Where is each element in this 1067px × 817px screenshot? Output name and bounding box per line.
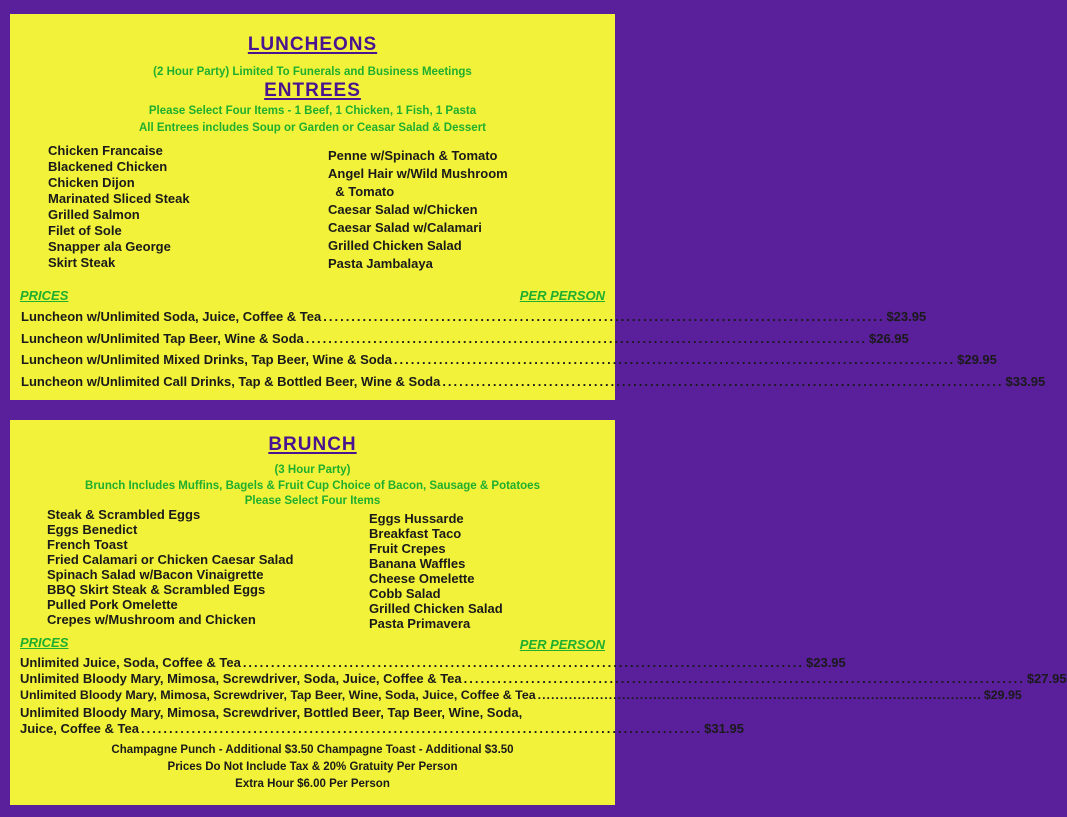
price-row (20, 721, 744, 736)
leader-dots: .................................................................................................... (442, 374, 1004, 389)
price-description: Luncheon w/Unlimited Soda, Juice, Coffee & Tea (21, 309, 322, 324)
price-description: Unlimited Bloody Mary, Mimosa, Screwdriver, Tap Beer, Wine, Soda, Juice, Coffee & Tea (20, 688, 536, 702)
brunch-item: Cheese Omelette (369, 571, 475, 586)
brunch-panel (10, 420, 1067, 805)
brunch-item: French Toast (47, 537, 128, 552)
leader-dots: .................................................................................................... (463, 671, 1025, 686)
price-amount: $33.95 (1005, 374, 1046, 389)
price-row (20, 671, 1067, 686)
price-amount: $29.95 (957, 352, 997, 367)
brunch-prices-label: PRICES (20, 635, 69, 650)
luncheons-title: LUNCHEONS (247, 34, 378, 55)
entree-item: Marinated Sliced Steak (48, 191, 190, 206)
brunch-item: Grilled Chicken Salad (369, 601, 503, 616)
price-amount: $27.95 (1026, 671, 1067, 686)
brunch-item: Fried Calamari or Chicken Caesar Salad (47, 552, 294, 567)
price-description: Unlimited Bloody Mary, Mimosa, Screwdriver, Soda, Juice, Coffee & Tea (20, 671, 462, 686)
leader-dots: .................................................................................................... (393, 352, 956, 367)
brunch-note-select: Please Select Four Items (244, 495, 381, 507)
entree-item: Pasta Jambalaya (328, 256, 433, 271)
entree-item: Grilled Salmon (48, 207, 140, 222)
price-row (21, 331, 909, 346)
extra-hour-note: Extra Hour $6.00 Per Person (235, 778, 390, 790)
luncheons-prices-label: PRICES (20, 288, 69, 303)
entree-item: Skirt Steak (48, 255, 116, 270)
entree-item: Caesar Salad w/Calamari (328, 220, 482, 235)
brunch-item: Eggs Benedict (47, 522, 138, 537)
champagne-note: Champagne Punch - Additional $3.50 Champagne Toast - Additional $3.50 (111, 744, 514, 756)
price-description: Luncheon w/Unlimited Mixed Drinks, Tap Beer, Wine & Soda (21, 352, 392, 367)
entree-item: & Tomato (328, 184, 395, 199)
price-amount: $26.95 (868, 331, 909, 346)
price-row (20, 688, 1022, 702)
brunch-item: Eggs Hussarde (369, 511, 464, 526)
entrees-note-select: Please Select Four Items - 1 Beef, 1 Chicken, 1 Fish, 1 Pasta (148, 105, 477, 117)
price-row (21, 309, 927, 324)
leader-dots: .................................................................................................... (305, 331, 867, 346)
price-row (20, 655, 846, 670)
entree-item: Grilled Chicken Salad (328, 238, 462, 253)
tax-gratuity-note: Prices Do Not Include Tax & 20% Gratuity Per Person (167, 761, 458, 773)
entrees-note-includes: All Entrees includes Soup or Garden or Ceasar Salad & Dessert (138, 122, 487, 134)
leader-dots: .................................................................................................... (242, 655, 804, 670)
entree-item: Blackened Chicken (48, 159, 168, 174)
entree-item: Angel Hair w/Wild Mushroom (328, 166, 508, 181)
price-row (21, 352, 997, 367)
entree-item: Snapper ala George (48, 239, 171, 254)
price-row (21, 374, 1046, 389)
brunch-item: Pasta Primavera (369, 616, 471, 631)
entree-item: Chicken Francaise (48, 143, 163, 158)
brunch-item: Fruit Crepes (369, 541, 446, 556)
brunch-right-column (369, 511, 503, 631)
brunch-item: Spinach Salad w/Bacon Vinaigrette (47, 567, 264, 582)
brunch-item: Crepes w/Mushroom and Chicken (47, 612, 256, 627)
price-amount: $31.95 (704, 721, 744, 736)
price-amount: $29.95 (983, 688, 1022, 702)
leader-dots: .................................................................................................... (537, 688, 982, 702)
luncheons-per-person-label: PER PERSON (519, 288, 605, 303)
price-description: Unlimited Bloody Mary, Mimosa, Screwdriver, Bottled Beer, Tap Beer, Wine, Soda, (20, 705, 523, 720)
entree-item: Penne w/Spinach & Tomato (328, 148, 498, 163)
entrees-left-column (48, 143, 190, 271)
brunch-item: Pulled Pork Omelette (47, 597, 178, 612)
entrees-title: ENTREES (264, 80, 361, 101)
brunch-left-column (47, 507, 293, 627)
leader-dots: .................................................................................................... (140, 721, 703, 736)
price-amount: $23.95 (806, 655, 846, 670)
entree-item: Chicken Dijon (48, 175, 135, 190)
brunch-item: Banana Waffles (369, 556, 466, 571)
brunch-item: Breakfast Taco (369, 526, 462, 541)
entree-item: Caesar Salad w/Chicken (328, 202, 478, 217)
brunch-note-includes: Brunch Includes Muffins, Bagels & Fruit Cup Choice of Bacon, Sausage & Potatoes (85, 480, 540, 492)
leader-dots: .................................................................................................... (323, 309, 885, 324)
entrees-right-column (328, 147, 508, 273)
entree-item: Filet of Sole (48, 223, 122, 238)
price-description: Unlimited Juice, Soda, Coffee & Tea (20, 655, 241, 670)
brunch-item: Cobb Salad (369, 586, 441, 601)
brunch-item: Steak & Scrambled Eggs (47, 507, 201, 522)
price-amount: $23.95 (886, 309, 927, 324)
brunch-per-person-label: PER PERSON (519, 637, 605, 652)
price-description: Luncheon w/Unlimited Tap Beer, Wine & Soda (21, 331, 304, 346)
price-description: Luncheon w/Unlimited Call Drinks, Tap & Bottled Beer, Wine & Soda (21, 374, 441, 389)
brunch-title: BRUNCH (268, 434, 357, 455)
luncheons-panel (10, 14, 1046, 400)
brunch-subtitle: (3 Hour Party) (274, 464, 351, 476)
brunch-item: BBQ Skirt Steak & Scrambled Eggs (47, 582, 266, 597)
luncheons-subtitle: (2 Hour Party) Limited To Funerals and Business Meetings (153, 66, 472, 78)
price-row-wrap-line1 (20, 705, 602, 720)
price-description: Juice, Coffee & Tea (20, 721, 139, 736)
